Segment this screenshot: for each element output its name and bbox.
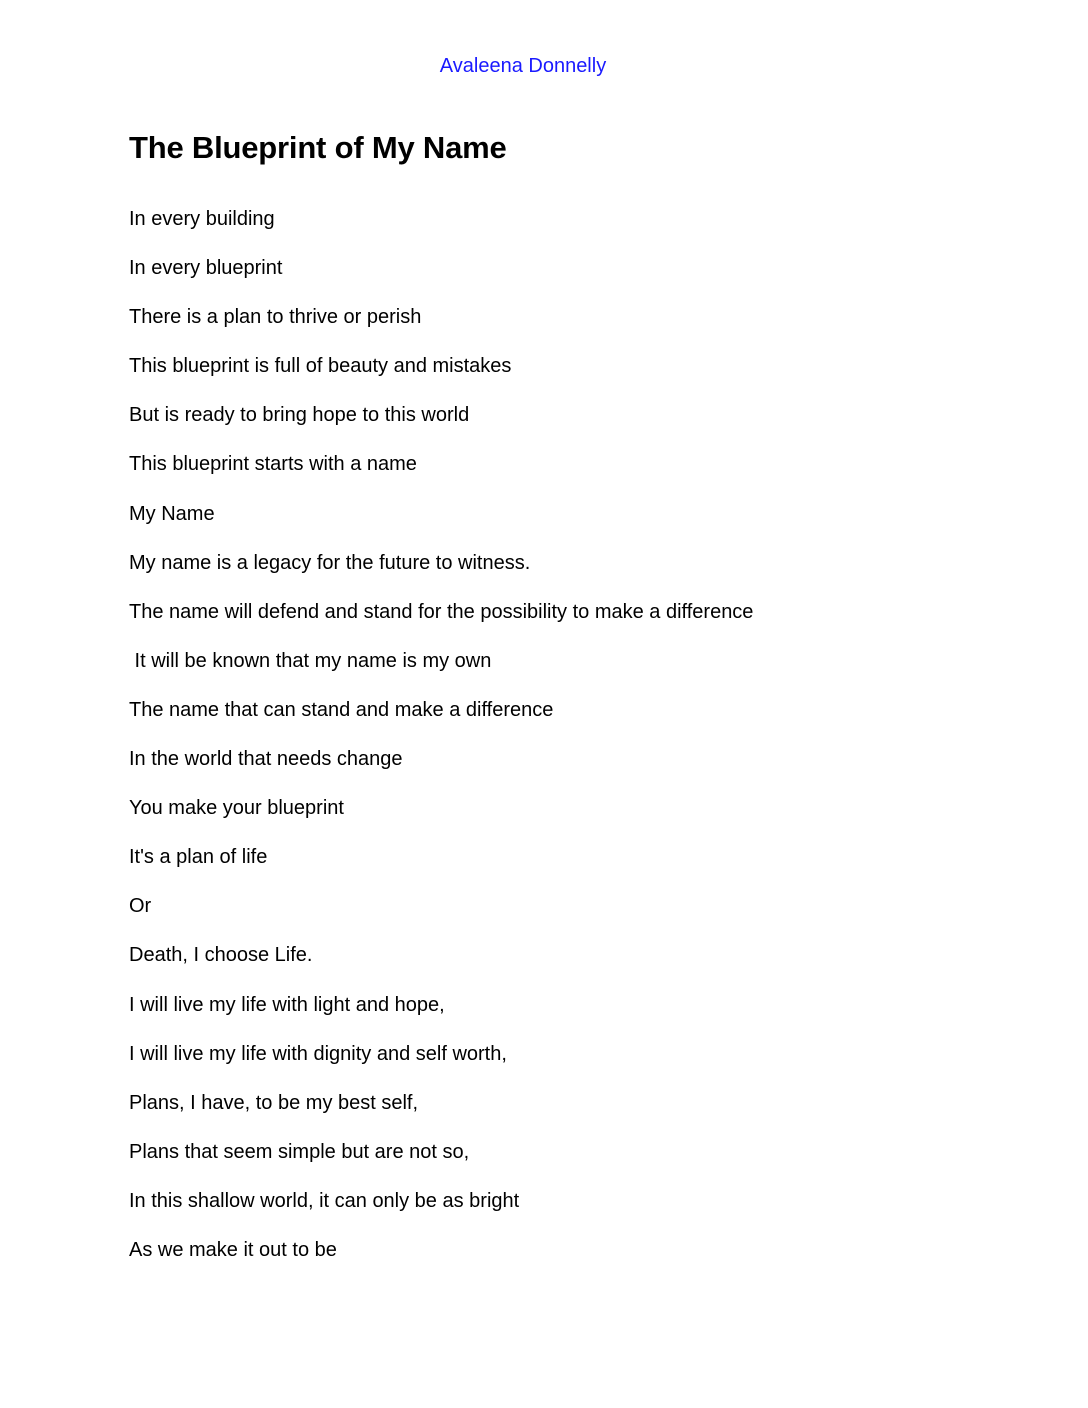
poem-line: I will live my life with light and hope,	[129, 993, 445, 1016]
poem-line: There is a plan to thrive or perish	[129, 306, 422, 329]
poem-title: The Blueprint of My Name	[129, 130, 507, 165]
poem-line: Death, I choose Life.	[129, 944, 313, 967]
poem-line: In every building	[129, 208, 275, 230]
poem-line: You make your blueprint	[129, 797, 344, 820]
poem-line: My Name	[129, 502, 215, 525]
poem-line: This blueprint is full of beauty and mistakes	[129, 355, 512, 378]
poem-line: It's a plan of life	[129, 846, 268, 869]
poem-line: I will live my life with dignity and self worth,	[129, 1042, 507, 1065]
poem-line: But is ready to bring hope to this world	[129, 404, 470, 427]
poem-line: In the world that needs change	[129, 748, 403, 771]
poem-line: It will be known that my name is my own	[129, 649, 492, 672]
poem-line: The name that can stand and make a difference	[129, 698, 554, 721]
author-name: Avaleena Donnelly	[439, 55, 607, 77]
poem-line: In this shallow world, it can only be as bright	[129, 1189, 520, 1212]
poem-line: As we make it out to be	[129, 1238, 337, 1261]
poem-line: Plans that seem simple but are not so,	[129, 1140, 470, 1163]
poem-line: The name will defend and stand for the possibility to make a difference	[129, 600, 754, 623]
poem-line: Plans, I have, to be my best self,	[129, 1091, 419, 1114]
poem-line: In every blueprint	[129, 257, 283, 280]
poem-line: This blueprint starts with a name	[129, 453, 417, 476]
poem-line: Or	[129, 895, 152, 918]
poem-body	[129, 207, 753, 1287]
poem-line: My name is a legacy for the future to witness.	[129, 551, 531, 574]
